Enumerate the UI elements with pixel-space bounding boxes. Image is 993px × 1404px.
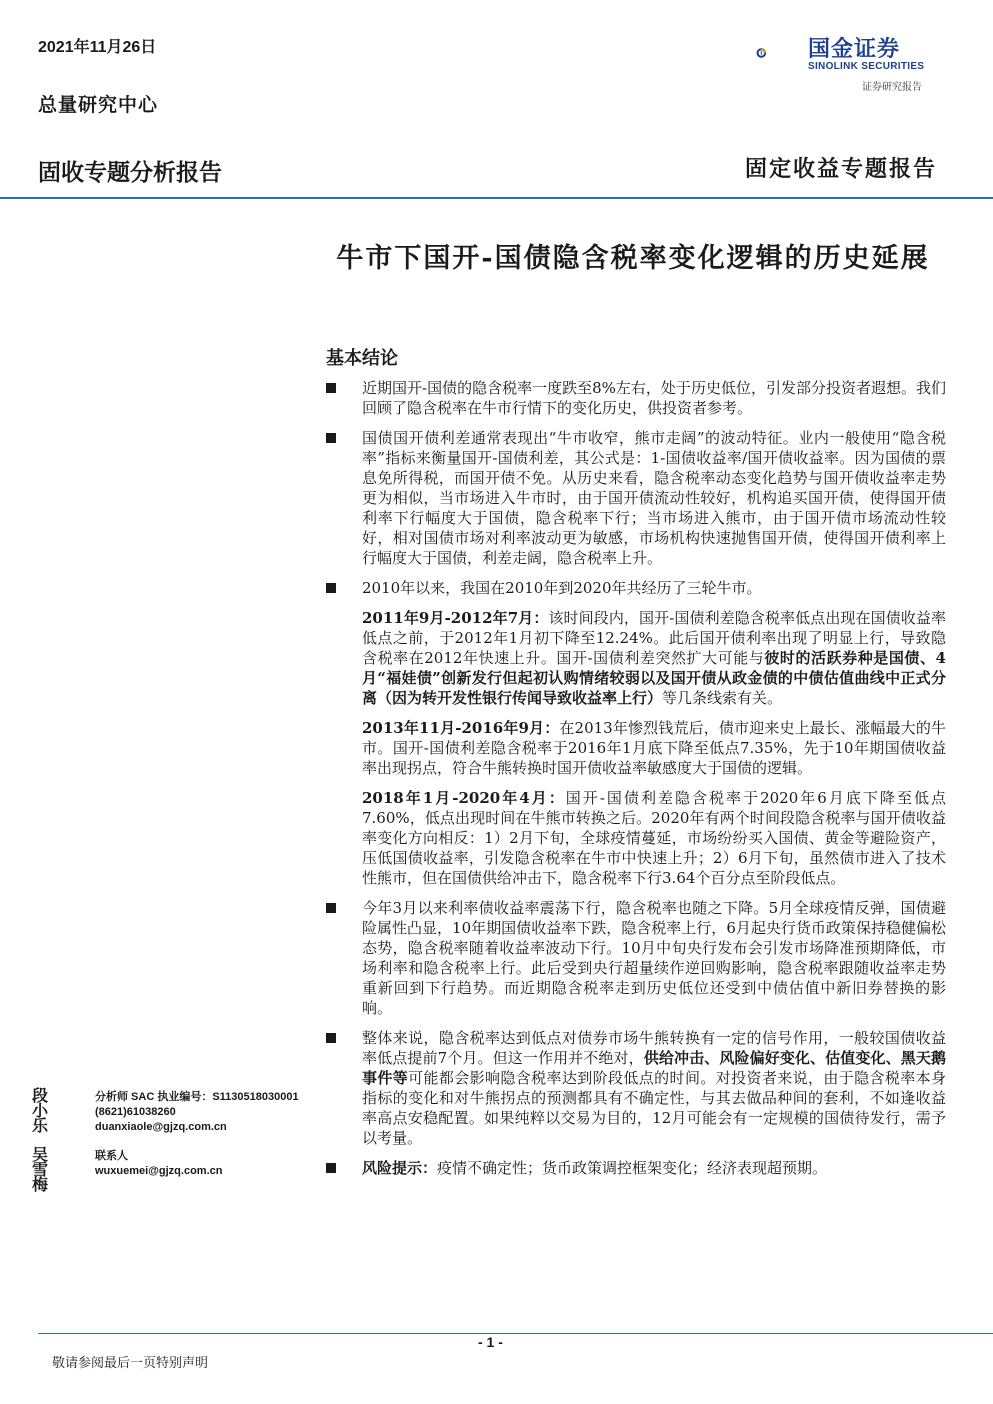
paragraph-segment: 彼时的活跃券种是国债、4月“福娃债”创新发行但起初认购情绪较弱以及国开债从政金债的中债估值曲线中正式分离（因为转开发性银行传闻导致收益率上行） <box>362 649 946 707</box>
bullet-paragraph <box>326 1028 946 1148</box>
author-role: 联系人 <box>95 1150 128 1162</box>
page-number: - 1 - <box>478 1334 503 1350</box>
author-email[interactable]: wuxuemei@gjzq.com.cn <box>95 1165 223 1177</box>
author-role: 分析师 SAC 执业编号：S1130518030001 <box>95 1091 299 1103</box>
logo-chinese-name: 国金证券 <box>808 37 901 62</box>
bullet-square-icon <box>326 383 336 393</box>
logo-subtitle: 证券研究报告 <box>862 82 922 93</box>
period-paragraph <box>326 718 946 778</box>
bullet-square-icon <box>326 1033 336 1043</box>
footer-divider <box>38 1333 993 1334</box>
author-email[interactable]: duanxiaole@gjzq.com.cn <box>95 1121 227 1133</box>
paragraph-segment: 近期国开-国债的隐含税率一度跌至8%左右，处于历史低位，引发部分投资者遐想。我们回顾了隐含税率在牛市行情下的变化历史，供投资者参考。 <box>362 379 946 417</box>
conclusions-body <box>326 378 946 1188</box>
bullet-square-icon <box>326 433 336 443</box>
report-series-right: 固定收益专题报告 <box>744 156 937 182</box>
bullet-paragraph <box>326 1158 946 1178</box>
paragraph-segment: 供给冲击、风险偏好变化、估值变化、黑天鹅事件等 <box>362 1049 946 1087</box>
paragraph-segment: 2011年9月-2012年7月： <box>362 609 549 627</box>
paragraph-segment: 等几条线索有关。 <box>662 689 783 707</box>
bullet-square-icon <box>326 583 336 593</box>
paragraph-segment: 2010年以来，我国在2010年到2020年共经历了三轮牛市。 <box>362 579 762 597</box>
paragraph-segment: 在2013年惨烈钱荒后，债市迎来史上最长、涨幅最大的牛市。国开-国债利差隐含税率于2016年1月底下降至低点7.35%，先于10年期国债收益率出现拐点，符合牛熊转换时国开债收益率敏感度大于国债的逻辑。 <box>362 719 946 777</box>
paragraph-segment: 2013年11月-2016年9月： <box>362 719 560 737</box>
paragraph-segment: 2018年1月-2020年4月： <box>362 789 566 807</box>
report-title: 牛市下国开-国债隐含税率变化逻辑的历史延展 <box>336 243 930 274</box>
report-series-left: 固收专题分析报告 <box>38 160 222 186</box>
sinolink-logo-icon <box>756 32 804 74</box>
paragraph-segment: 该时间段内，国开-国债利差隐含税率低点出现在国债收益率低点之前，于2012年1月初下降至12.24%。此后国开债利率出现了明显上行，导致隐含税率在2012年快速上升。国开-国债利差突然扩大可能与 <box>362 609 946 667</box>
paragraph-segment: 疫情不确定性；货币政策调控框架变化；经济表现超预期。 <box>437 1159 828 1177</box>
author-phone: (8621)61038260 <box>95 1106 176 1118</box>
author-name: 吴雪梅 <box>32 1145 50 1194</box>
report-date: 2021年11月26日 <box>38 39 157 56</box>
bullet-square-icon <box>326 903 336 913</box>
paragraph-segment: 风险提示： <box>362 1159 438 1177</box>
author-name: 段小乐 <box>32 1086 50 1135</box>
paragraph-segment: 国开-国债利差隐含税率于2020年6月底下降至低点7.60%，低点出现时间在牛熊市转换之后。2020年有两个时间段隐含税率与国开债收益率变化方向相反：1）2月下旬，全球疫情蔓延，市场纷纷买入国债、黄金等避险资产，压低国债收益率，引发隐含税率在牛市中快速上升；2）6月下旬，虽然债市进入了技术性熊市，但在国债供给冲击下，隐含税率下行3.64个百分点至阶段低点。 <box>362 789 946 887</box>
department-name: 总量研究中心 <box>38 94 159 116</box>
paragraph-segment: 国债国开债利差通常表现出“牛市收窄，熊市走阔”的波动特征。业内一般使用“隐含税率”指标来衡量国开-国债利差，其公式是：1-国债收益率/国开债收益率。因为国债的票息免所得税，而国开债不免。从历史来看，隐含税率动态变化趋势与国开债收益率走势更为相似，当市场进入牛市时，由于国开债流动性较好，机构追买国开债，使得国开债利率下行幅度大于国债，隐含税率下行；当市场进入熊市，由于国开债市场流动性较好，相对国债市场对利率波动更为敏感，市场机构快速抛售国开债，使得国开债利率上行幅度大于国债，利差走阔，隐含税率上升。 <box>362 429 946 567</box>
section-title: 基本结论 <box>326 348 398 369</box>
bullet-paragraph <box>326 428 946 568</box>
paragraph-segment: 可能都会影响隐含税率达到阶段低点的时间。对投资者来说，由于隐含税率本身指标的变化和对牛熊拐点的预测都具有不确定性，与其去做品种间的套利，不如逢收益率高点安稳配置。如果纯粹以交易为目的，12月可能会有一定规模的国债待发行，需予以考量。 <box>362 1069 946 1147</box>
logo-english-name: SINOLINK SECURITIES <box>808 61 925 72</box>
paragraph-segment: 今年3月以来利率债收益率震荡下行，隐含税率也随之下降。5月全球疫情反弹，国债避险属性凸显，10年期国债收益率下跌，隐含税率上行，6月起央行货币政策保持稳健偏松态势，隐含税率随着收益率波动下行。10月中旬央行发布会引发市场降准预期降低，市场利率和隐含税率上行。此后受到央行超量续作逆回购影响，隐含税率跟随收益率走势重新回到下行趋势。而近期隐含税率走到历史低位还受到中债估值中新旧券替换的影响。 <box>362 899 946 1017</box>
bullet-paragraph <box>326 578 946 598</box>
paragraph-segment: 整体来说，隐含税率达到低点对债券市场牛熊转换有一定的信号作用，一般较国债收益率低点提前7个月。但这一作用并不绝对， <box>362 1029 946 1067</box>
bullet-paragraph <box>326 898 946 1018</box>
header-divider <box>0 197 993 199</box>
footer-disclaimer: 敬请参阅最后一页特别声明 <box>52 1356 209 1371</box>
period-paragraph <box>326 788 946 888</box>
bullet-paragraph <box>326 378 946 418</box>
period-paragraph <box>326 608 946 708</box>
